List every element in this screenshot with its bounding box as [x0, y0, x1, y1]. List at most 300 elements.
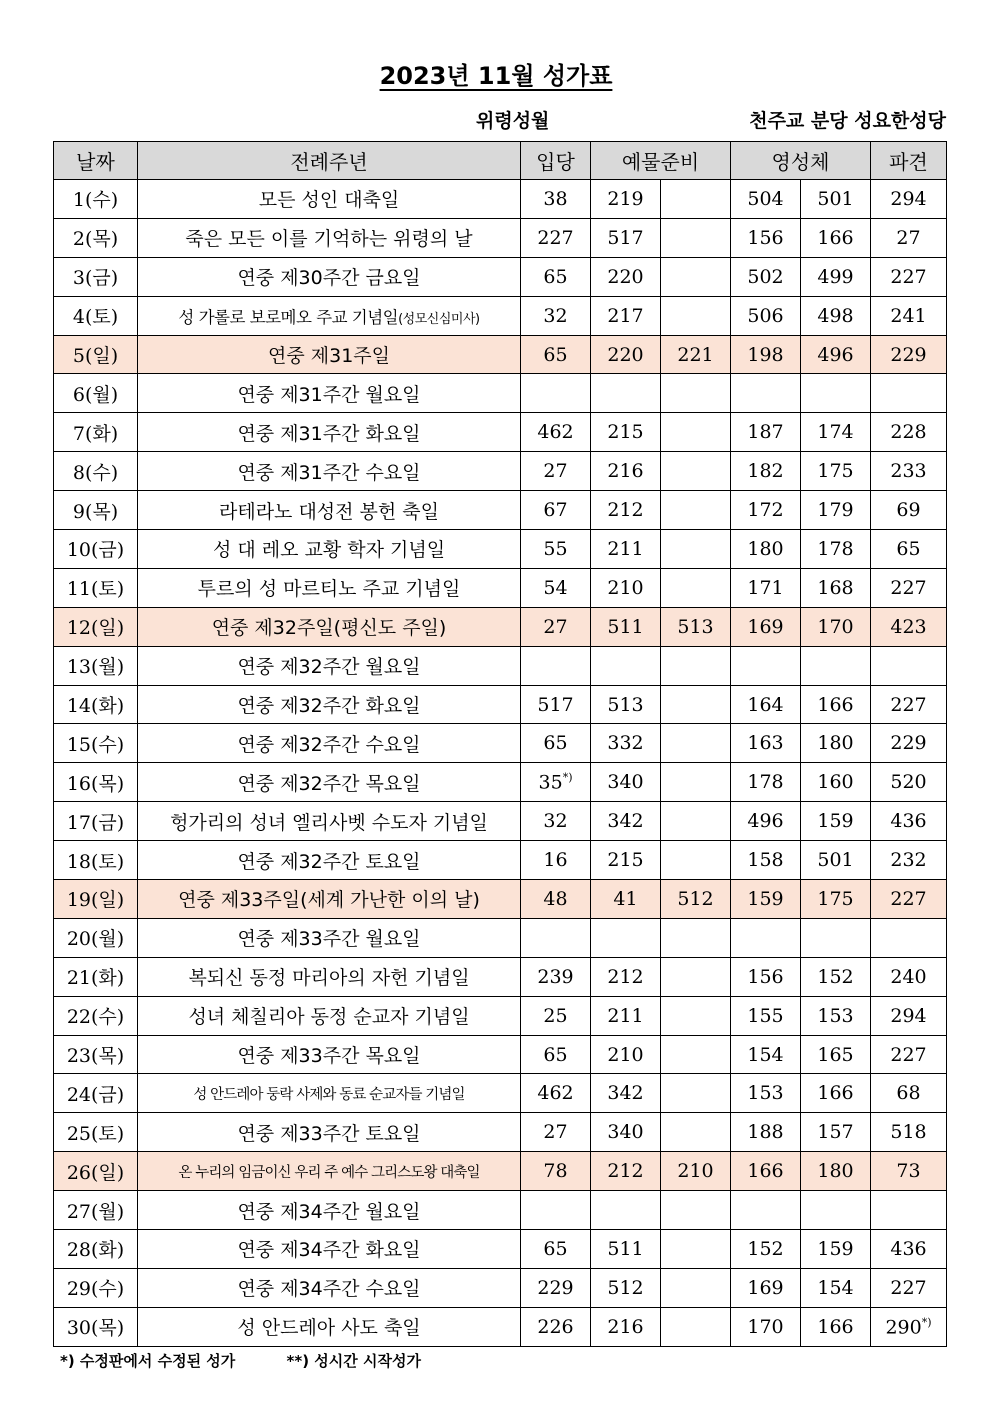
dismissal-cell-text: 423 — [890, 615, 927, 638]
date-cell-text: 24(금) — [66, 1083, 125, 1106]
communion-cell-2-text: 168 — [817, 576, 854, 599]
header-offertory: 예물준비 — [591, 142, 731, 180]
date-cell — [54, 257, 138, 296]
date-cell — [54, 685, 138, 724]
communion-cell-2 — [801, 1307, 871, 1346]
entrance-cell-text: 462 — [537, 421, 574, 444]
communion-cell-2 — [801, 1035, 871, 1074]
offertory-cell-1-text: 211 — [607, 1004, 644, 1027]
date-cell-text: 20(월) — [66, 928, 125, 951]
dismissal-cell — [871, 607, 947, 646]
liturgy-cell — [138, 1307, 521, 1346]
offertory-cell-2 — [661, 180, 731, 219]
offertory-cell-2 — [661, 335, 731, 374]
communion-cell-2-text: 175 — [817, 887, 854, 910]
table-row — [54, 1307, 947, 1346]
offertory-cell-1 — [591, 1074, 661, 1113]
offertory-cell-1 — [591, 1035, 661, 1074]
offertory-cell-1-text: 342 — [607, 810, 644, 833]
communion-cell-1 — [731, 1074, 801, 1113]
communion-cell-2-text: 160 — [817, 771, 854, 794]
offertory-cell-1-text: 220 — [607, 265, 644, 288]
date-cell — [54, 1307, 138, 1346]
dismissal-cell-text: 240 — [890, 965, 927, 988]
table-row — [54, 957, 947, 996]
dismissal-cell — [871, 957, 947, 996]
offertory-cell-1-text: 220 — [607, 343, 644, 366]
communion-cell-2-text: 165 — [817, 1043, 854, 1066]
date-cell — [54, 1035, 138, 1074]
entrance-cell — [521, 957, 591, 996]
entrance-cell-text: 239 — [537, 965, 574, 988]
date-cell-text: 19(일) — [66, 889, 125, 912]
offertory-cell-2 — [661, 646, 731, 685]
date-cell-text: 28(화) — [66, 1239, 125, 1262]
date-cell-text: 26(일) — [66, 1161, 125, 1184]
entrance-cell-text: 229 — [537, 1276, 574, 1299]
header-liturgy: 전례주년 — [138, 142, 521, 180]
offertory-cell-2-text: 221 — [677, 343, 714, 366]
date-cell — [54, 607, 138, 646]
communion-cell-1-text: 188 — [747, 1121, 784, 1144]
communion-cell-1 — [731, 1152, 801, 1191]
communion-cell-1-text: 158 — [747, 849, 784, 872]
date-cell — [54, 180, 138, 219]
header-communion: 영성체 — [731, 142, 871, 180]
entrance-cell — [521, 685, 591, 724]
page-title: 2023년 11월 성가표 — [379, 62, 613, 90]
liturgy-cell — [138, 802, 521, 841]
dismissal-cell-text: 73 — [896, 1160, 921, 1183]
dismissal-cell — [871, 257, 947, 296]
liturgy-cell — [138, 607, 521, 646]
communion-cell-2-text: 499 — [817, 265, 854, 288]
dismissal-cell-text: 227 — [890, 693, 927, 716]
entrance-cell — [521, 1307, 591, 1346]
communion-cell-2 — [801, 1152, 871, 1191]
liturgy-cell-text: 연중 제34주간 수요일 — [237, 1278, 421, 1301]
entrance-cell — [521, 646, 591, 685]
liturgy-cell — [138, 218, 521, 257]
table-header-row — [54, 142, 947, 180]
offertory-cell-2 — [661, 685, 731, 724]
entrance-cell-text: 65 — [543, 1237, 568, 1260]
date-cell-text: 13(월) — [66, 656, 125, 679]
entrance-cell-text: 27 — [543, 615, 568, 638]
communion-cell-1 — [731, 802, 801, 841]
table-row — [54, 646, 947, 685]
liturgy-note: (성모신심미사) — [398, 311, 480, 327]
communion-cell-2 — [801, 607, 871, 646]
offertory-cell-1 — [591, 568, 661, 607]
liturgy-cell — [138, 180, 521, 219]
date-cell-text: 11(토) — [66, 578, 125, 601]
communion-cell-1-text: 169 — [747, 615, 784, 638]
table-row — [54, 685, 947, 724]
offertory-cell-1 — [591, 1307, 661, 1346]
offertory-cell-1 — [591, 724, 661, 763]
offertory-cell-1 — [591, 1152, 661, 1191]
communion-cell-2-text: 154 — [817, 1276, 854, 1299]
date-cell — [54, 1113, 138, 1152]
entrance-cell-mark: *) — [562, 771, 573, 785]
liturgy-cell — [138, 491, 521, 530]
communion-cell-1 — [731, 568, 801, 607]
date-cell-text: 3(금) — [72, 267, 119, 290]
entrance-cell-text: 54 — [543, 576, 568, 599]
communion-cell-2-text: 166 — [817, 693, 854, 716]
entrance-cell-text: 65 — [543, 732, 568, 755]
offertory-cell-1-text: 215 — [607, 421, 644, 444]
offertory-cell-1 — [591, 802, 661, 841]
offertory-cell-2 — [661, 530, 731, 569]
liturgy-cell — [138, 374, 521, 413]
date-cell — [54, 452, 138, 491]
communion-cell-1 — [731, 685, 801, 724]
dismissal-cell — [871, 763, 947, 802]
table-row — [54, 296, 947, 335]
liturgy-cell — [138, 996, 521, 1035]
entrance-cell-text: 226 — [537, 1315, 574, 1338]
liturgy-cell — [138, 1152, 521, 1191]
communion-cell-2 — [801, 374, 871, 413]
entrance-cell-text: 65 — [543, 343, 568, 366]
table-row — [54, 1268, 947, 1307]
communion-cell-2 — [801, 257, 871, 296]
entrance-cell-text: 517 — [537, 693, 574, 716]
dismissal-cell — [871, 1113, 947, 1152]
church-name: 천주교 분당 성요한성당 — [749, 110, 946, 132]
date-cell-text: 1(수) — [72, 189, 119, 212]
dismissal-cell-text: 65 — [896, 537, 921, 560]
offertory-cell-1 — [591, 1191, 661, 1230]
offertory-cell-2 — [661, 957, 731, 996]
communion-cell-2 — [801, 491, 871, 530]
offertory-cell-1 — [591, 413, 661, 452]
date-cell — [54, 957, 138, 996]
table-row — [54, 1152, 947, 1191]
liturgy-cell-text: 성 안드레아 사도 축일 — [237, 1317, 421, 1340]
dismissal-cell — [871, 1035, 947, 1074]
dismissal-cell — [871, 841, 947, 880]
liturgy-cell — [138, 452, 521, 491]
liturgy-cell — [138, 841, 521, 880]
dismissal-cell-text: 520 — [890, 771, 927, 794]
communion-cell-1 — [731, 607, 801, 646]
entrance-cell — [521, 1113, 591, 1152]
liturgy-cell — [138, 646, 521, 685]
liturgy-cell-text: 복되신 동정 마리아의 자헌 기념일 — [188, 967, 470, 990]
entrance-cell — [521, 918, 591, 957]
liturgy-cell — [138, 413, 521, 452]
date-cell-text: 12(일) — [66, 617, 125, 640]
offertory-cell-2 — [661, 1035, 731, 1074]
dismissal-cell — [871, 530, 947, 569]
offertory-cell-1 — [591, 491, 661, 530]
liturgy-cell-text: 투르의 성 마르티노 주교 기념일 — [197, 578, 461, 601]
communion-cell-1 — [731, 413, 801, 452]
communion-cell-2 — [801, 218, 871, 257]
communion-cell-1-text: 172 — [747, 499, 784, 522]
dismissal-cell-text: 241 — [890, 304, 927, 327]
entrance-cell-text: 16 — [543, 849, 568, 872]
offertory-cell-2 — [661, 880, 731, 919]
offertory-cell-2 — [661, 452, 731, 491]
entrance-cell-text: 38 — [543, 187, 568, 210]
table-row — [54, 1035, 947, 1074]
communion-cell-2-text: 166 — [817, 1082, 854, 1105]
dismissal-cell — [871, 996, 947, 1035]
communion-cell-2 — [801, 1230, 871, 1269]
liturgy-cell-text: 연중 제32주간 목요일 — [237, 772, 421, 795]
entrance-cell-text: 32 — [543, 810, 568, 833]
liturgy-cell — [138, 918, 521, 957]
communion-cell-1 — [731, 1307, 801, 1346]
table-row — [54, 374, 947, 413]
offertory-cell-1-text: 340 — [607, 1121, 644, 1144]
communion-cell-1 — [731, 452, 801, 491]
entrance-cell-text: 25 — [543, 1004, 568, 1027]
communion-cell-2 — [801, 180, 871, 219]
communion-cell-2-text: 170 — [817, 615, 854, 638]
communion-cell-1 — [731, 491, 801, 530]
liturgy-cell-text: 연중 제30주간 금요일 — [237, 267, 421, 290]
dismissal-cell-text: 27 — [896, 226, 921, 249]
offertory-cell-1 — [591, 685, 661, 724]
date-cell — [54, 918, 138, 957]
communion-cell-1-text: 506 — [747, 304, 784, 327]
date-cell-text: 14(화) — [66, 695, 125, 718]
table-row — [54, 452, 947, 491]
communion-cell-2-text: 153 — [817, 1004, 854, 1027]
liturgy-cell-text: 온 누리의 임금이신 우리 주 예수 그리스도왕 대축일 — [178, 1164, 480, 1181]
entrance-cell — [521, 530, 591, 569]
dismissal-cell — [871, 1230, 947, 1269]
date-cell-text: 10(금) — [66, 539, 125, 562]
communion-cell-1 — [731, 1113, 801, 1152]
communion-cell-1 — [731, 841, 801, 880]
communion-cell-1 — [731, 1268, 801, 1307]
hymn-schedule-table — [53, 141, 947, 1347]
date-cell — [54, 413, 138, 452]
table-row — [54, 918, 947, 957]
entrance-cell-text: 32 — [543, 304, 568, 327]
communion-cell-2 — [801, 918, 871, 957]
liturgy-cell — [138, 1035, 521, 1074]
entrance-cell — [521, 335, 591, 374]
communion-cell-2 — [801, 335, 871, 374]
table-row — [54, 1230, 947, 1269]
date-cell-text: 2(목) — [72, 228, 119, 251]
offertory-cell-2 — [661, 1268, 731, 1307]
date-cell — [54, 568, 138, 607]
offertory-cell-1-text: 512 — [607, 1276, 644, 1299]
offertory-cell-1-text: 332 — [607, 732, 644, 755]
liturgy-cell — [138, 1113, 521, 1152]
table-row — [54, 568, 947, 607]
date-cell — [54, 880, 138, 919]
footnote-revised: *) 수정판에서 수정된 성가 — [60, 1352, 236, 1370]
table-row — [54, 724, 947, 763]
offertory-cell-1-text: 216 — [607, 460, 644, 483]
liturgy-cell-text: 연중 제32주간 토요일 — [237, 850, 421, 873]
date-cell — [54, 646, 138, 685]
offertory-cell-1 — [591, 1230, 661, 1269]
liturgy-cell-text: 모든 성인 대축일 — [258, 189, 400, 212]
entrance-cell — [521, 1268, 591, 1307]
communion-cell-2-text: 501 — [817, 187, 854, 210]
communion-cell-1 — [731, 335, 801, 374]
date-cell-text: 27(월) — [66, 1200, 125, 1223]
communion-cell-1 — [731, 218, 801, 257]
date-cell — [54, 1230, 138, 1269]
offertory-cell-1 — [591, 257, 661, 296]
offertory-cell-2 — [661, 568, 731, 607]
communion-cell-1-text: 163 — [747, 732, 784, 755]
date-cell — [54, 1268, 138, 1307]
date-cell-text: 16(목) — [66, 772, 125, 795]
communion-cell-2-text: 159 — [817, 1237, 854, 1260]
entrance-cell — [521, 996, 591, 1035]
communion-cell-2 — [801, 1074, 871, 1113]
communion-cell-1 — [731, 646, 801, 685]
liturgy-cell — [138, 1230, 521, 1269]
liturgy-cell-text: 연중 제31주일 — [268, 345, 390, 367]
communion-cell-1-text: 153 — [747, 1082, 784, 1105]
offertory-cell-2 — [661, 296, 731, 335]
date-cell — [54, 841, 138, 880]
entrance-cell-text: 48 — [543, 887, 568, 910]
date-cell — [54, 296, 138, 335]
communion-cell-2 — [801, 530, 871, 569]
entrance-cell — [521, 491, 591, 530]
communion-cell-2 — [801, 296, 871, 335]
offertory-cell-2 — [661, 1074, 731, 1113]
date-cell — [54, 996, 138, 1035]
offertory-cell-1-text: 517 — [607, 226, 644, 249]
offertory-cell-2 — [661, 257, 731, 296]
communion-cell-1-text: 155 — [747, 1004, 784, 1027]
communion-cell-2 — [801, 685, 871, 724]
offertory-cell-1 — [591, 1268, 661, 1307]
entrance-cell — [521, 568, 591, 607]
communion-cell-1-text: 502 — [747, 265, 784, 288]
dismissal-cell — [871, 335, 947, 374]
dismissal-cell-text: 227 — [890, 887, 927, 910]
communion-cell-1-text: 180 — [747, 537, 784, 560]
communion-cell-2 — [801, 1268, 871, 1307]
offertory-cell-1-text: 210 — [607, 576, 644, 599]
communion-cell-1-text: 154 — [747, 1043, 784, 1066]
liturgy-cell-text: 연중 제32주간 수요일 — [237, 733, 421, 756]
entrance-cell — [521, 1035, 591, 1074]
communion-cell-1-text: 496 — [747, 810, 784, 833]
communion-cell-1-text: 156 — [747, 965, 784, 988]
communion-cell-2-text: 498 — [817, 304, 854, 327]
table-row — [54, 413, 947, 452]
communion-cell-1-text: 187 — [747, 421, 784, 444]
date-cell — [54, 530, 138, 569]
offertory-cell-2 — [661, 1152, 731, 1191]
offertory-cell-2 — [661, 996, 731, 1035]
liturgy-cell-text: 연중 제34주간 월요일 — [237, 1200, 421, 1223]
date-cell — [54, 491, 138, 530]
offertory-cell-1-text: 212 — [607, 965, 644, 988]
date-cell-text: 25(토) — [66, 1122, 125, 1145]
date-cell-text: 29(수) — [66, 1278, 125, 1301]
offertory-cell-2 — [661, 918, 731, 957]
offertory-cell-2-text: 513 — [677, 615, 714, 638]
dismissal-cell-text: 69 — [896, 499, 921, 522]
offertory-cell-1-text: 513 — [607, 693, 644, 716]
offertory-cell-1 — [591, 841, 661, 880]
date-cell — [54, 335, 138, 374]
communion-cell-1-text: 182 — [747, 460, 784, 483]
header-entrance: 입당 — [521, 142, 591, 180]
liturgy-cell-text: 연중 제33주간 월요일 — [237, 928, 421, 951]
offertory-cell-2 — [661, 607, 731, 646]
liturgy-cell-text: 연중 제31주간 수요일 — [237, 461, 421, 484]
liturgy-cell-text: 성 안드레아 둥락 사제와 동료 순교자들 기념일 — [193, 1086, 465, 1103]
date-cell-text: 4(토) — [72, 306, 119, 329]
entrance-cell — [521, 1191, 591, 1230]
table-row — [54, 257, 947, 296]
offertory-cell-2-text: 210 — [677, 1160, 714, 1183]
offertory-cell-1 — [591, 607, 661, 646]
communion-cell-1 — [731, 1191, 801, 1230]
table-row — [54, 996, 947, 1035]
date-cell — [54, 724, 138, 763]
entrance-cell — [521, 218, 591, 257]
dismissal-cell-text: 229 — [890, 343, 927, 366]
dismissal-cell-text: 232 — [890, 849, 927, 872]
communion-cell-2 — [801, 568, 871, 607]
offertory-cell-1 — [591, 530, 661, 569]
dismissal-cell-text: 294 — [890, 1004, 927, 1027]
communion-cell-1 — [731, 957, 801, 996]
entrance-cell — [521, 180, 591, 219]
liturgy-cell — [138, 880, 521, 919]
communion-cell-1-text: 170 — [747, 1315, 784, 1338]
date-cell-text: 22(수) — [66, 1006, 125, 1029]
liturgy-cell-text: 연중 제33주간 토요일 — [237, 1122, 421, 1145]
dismissal-cell-text: 290 — [885, 1315, 922, 1338]
communion-cell-2-text: 166 — [817, 226, 854, 249]
liturgy-cell — [138, 1268, 521, 1307]
offertory-cell-1 — [591, 180, 661, 219]
liturgy-cell-text: 연중 제32주간 화요일 — [237, 695, 421, 718]
communion-cell-1 — [731, 1230, 801, 1269]
communion-cell-1 — [731, 996, 801, 1035]
offertory-cell-1 — [591, 296, 661, 335]
liturgy-cell-text: 연중 제32주간 월요일 — [237, 656, 421, 679]
communion-cell-2-text: 180 — [817, 1160, 854, 1183]
dismissal-cell — [871, 568, 947, 607]
entrance-cell-text: 27 — [543, 1121, 568, 1144]
liturgy-cell-text: 죽은 모든 이를 기억하는 위령의 날 — [185, 228, 473, 251]
communion-cell-1-text: 166 — [747, 1160, 784, 1183]
dismissal-cell-text: 436 — [890, 810, 927, 833]
liturgy-cell — [138, 530, 521, 569]
communion-cell-2-text: 166 — [817, 1315, 854, 1338]
table-row — [54, 218, 947, 257]
offertory-cell-1 — [591, 763, 661, 802]
date-cell-text: 7(화) — [72, 422, 119, 445]
communion-cell-2 — [801, 1191, 871, 1230]
offertory-cell-1 — [591, 218, 661, 257]
entrance-cell — [521, 1152, 591, 1191]
offertory-cell-2 — [661, 724, 731, 763]
